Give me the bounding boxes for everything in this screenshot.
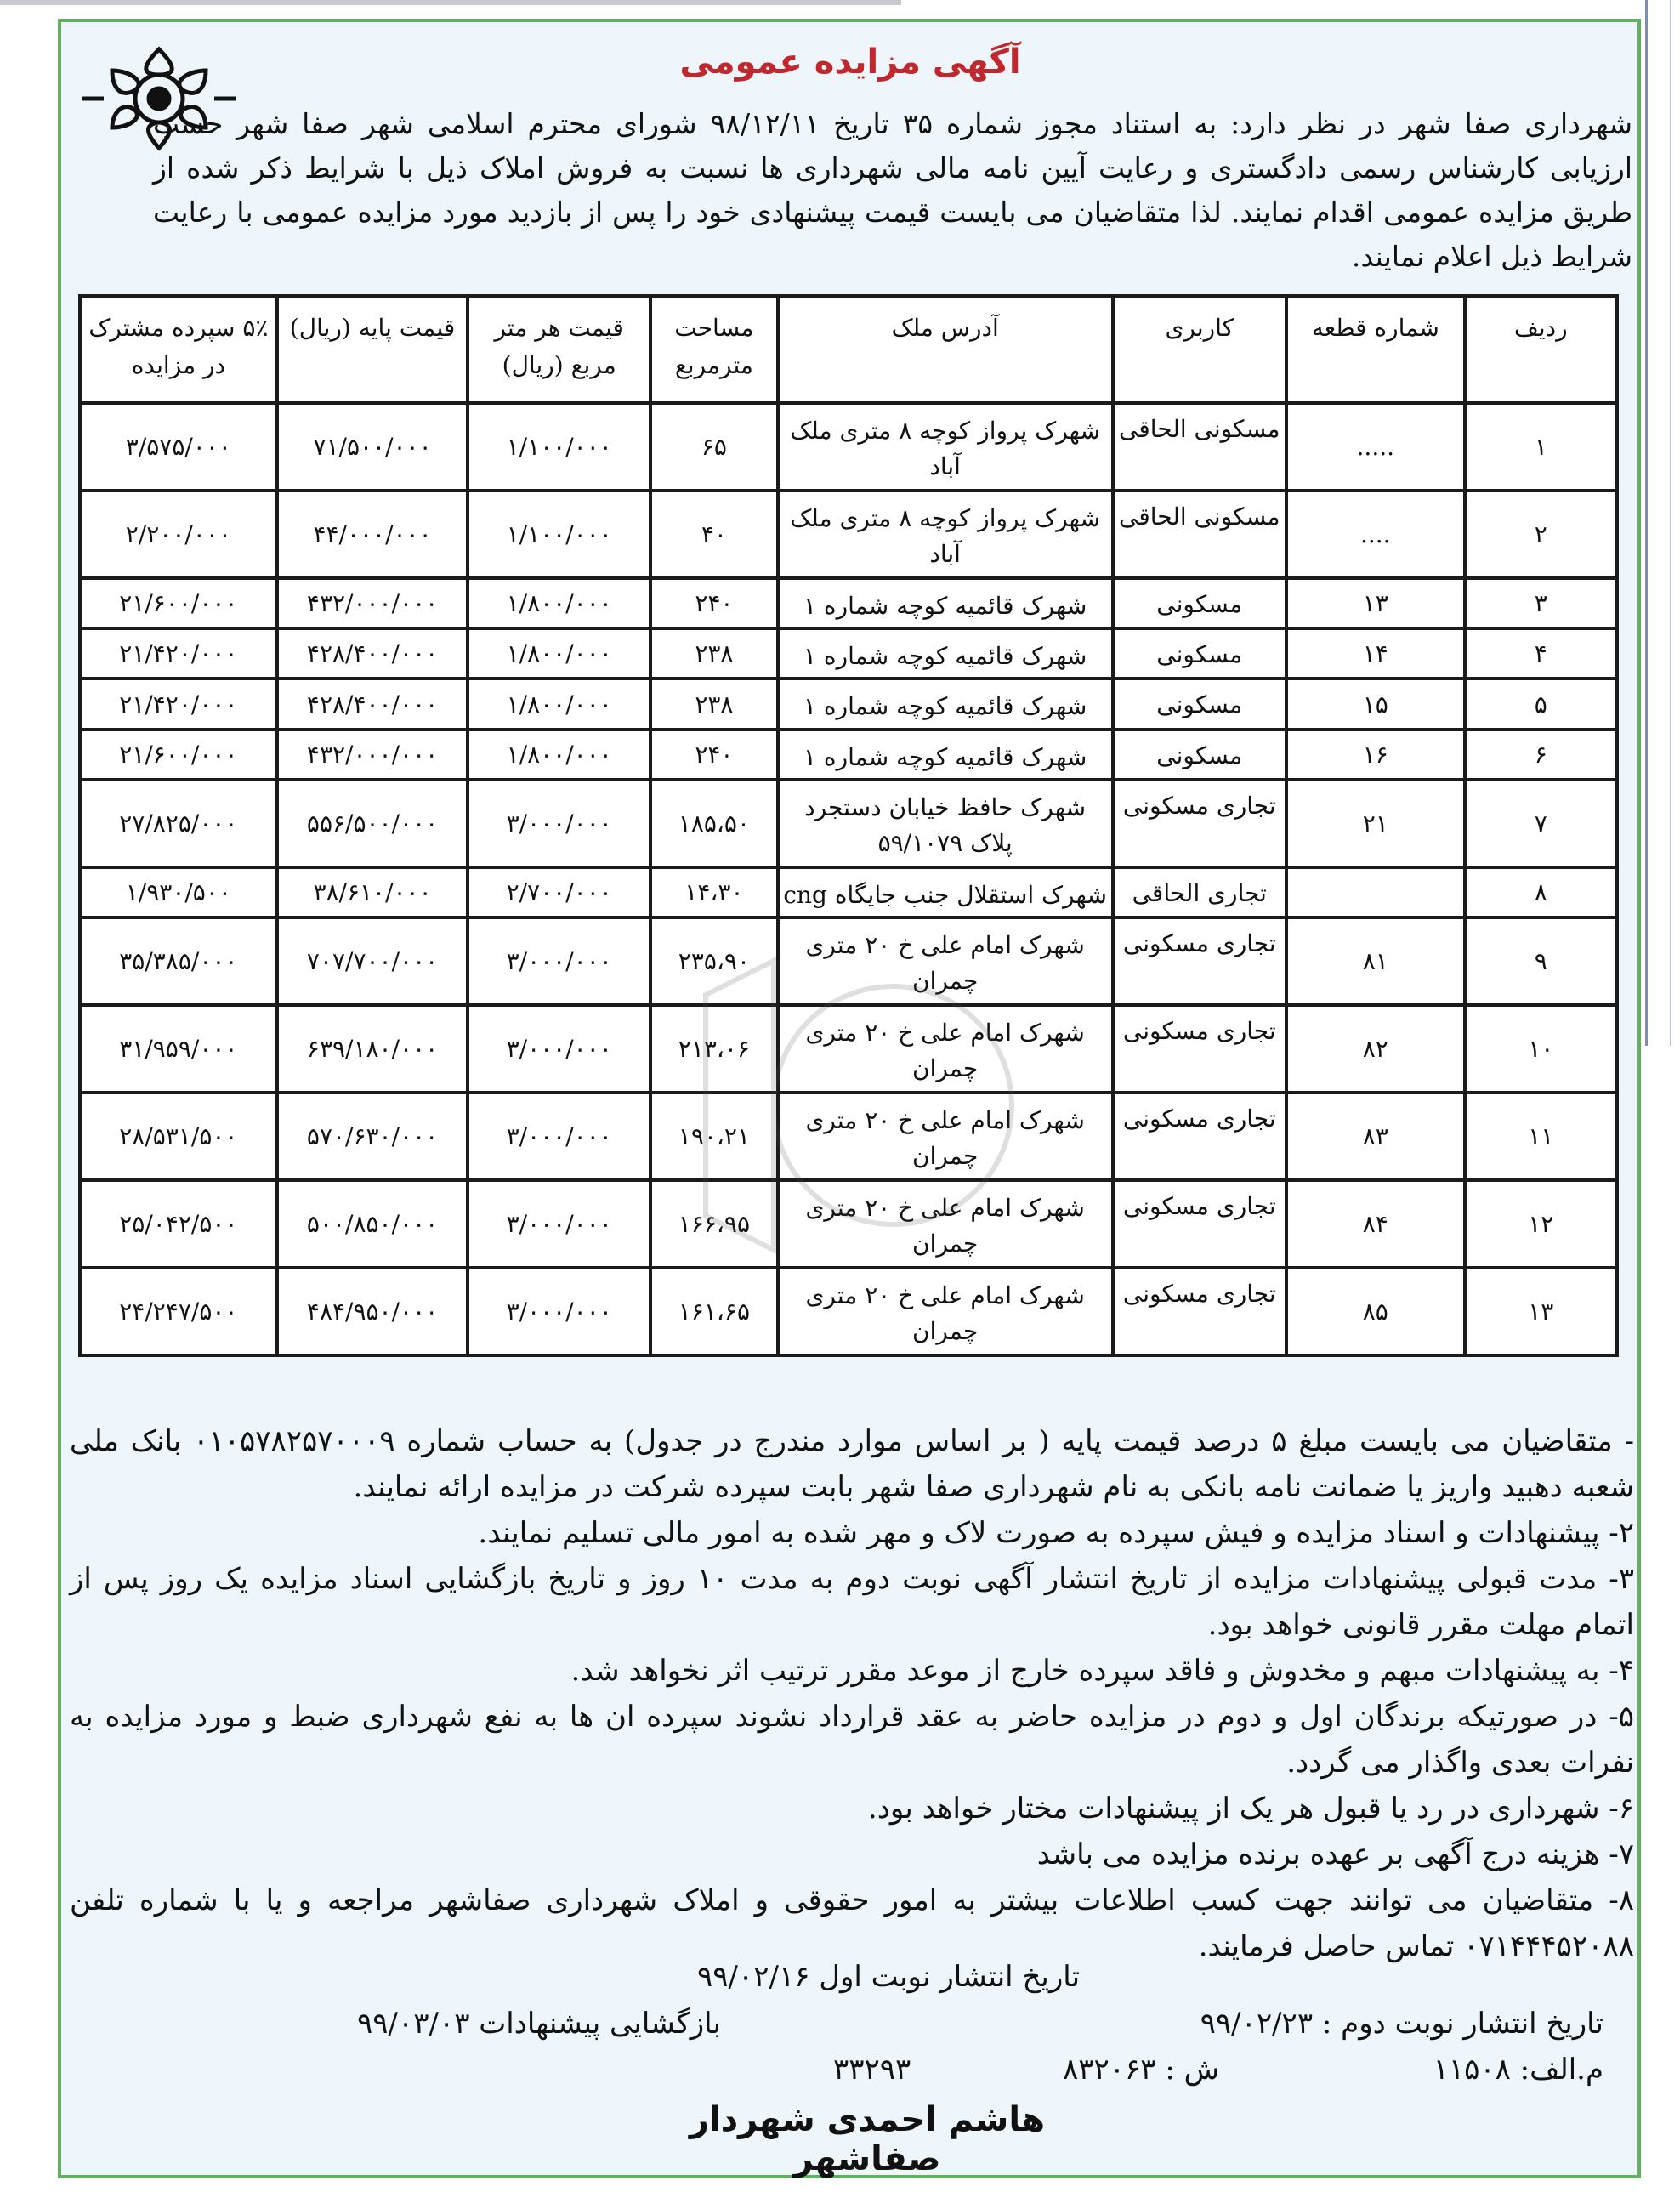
- cell-deposit: ۲۱/۴۲۰/۰۰۰: [80, 679, 277, 729]
- condition-6: ۶- شهرداری در رد یا قبول هر یک از پیشنهادات مختار خواهد بود.: [867, 1792, 1634, 1826]
- cell-area: ۱۴،۳۰: [650, 867, 778, 917]
- cell-address: شهرک امام علی خ ۲۰ متری چمران: [778, 1005, 1113, 1093]
- code-number: ۳۳۲۹۳: [833, 2053, 911, 2087]
- table-row: [80, 867, 1617, 917]
- cell-price-per-m2: ۲/۷۰۰/۰۰۰: [468, 867, 650, 917]
- cell-deposit: ۲۱/۶۰۰/۰۰۰: [80, 730, 277, 780]
- table-row: [80, 403, 1617, 491]
- cell-deposit: ۱/۹۳۰/۵۰۰: [80, 867, 277, 917]
- cell-base-price: ۷۰۷/۷۰۰/۰۰۰: [277, 917, 468, 1005]
- condition-7: ۷- هزینه درج آگهی بر عهده برنده مزایده می باشد: [1036, 1837, 1634, 1871]
- auction-table: [78, 294, 1619, 1357]
- cell-use: تجاری مسکونی: [1113, 1268, 1287, 1355]
- cell-use: مسکونی: [1113, 679, 1287, 729]
- page-edge-line-2: [1670, 0, 1671, 1046]
- opening-date: بازگشایی پیشنهادات ۹۹/۰۳/۰۳: [357, 2007, 721, 2041]
- cell-row: ۱۰: [1465, 1005, 1618, 1093]
- cell-use: تجاری مسکونی: [1113, 917, 1287, 1005]
- cell-plot: ۸۳: [1286, 1093, 1464, 1180]
- cell-plot: ۱۳: [1286, 578, 1464, 628]
- table-row: [80, 1093, 1617, 1180]
- table-row: [80, 1268, 1617, 1355]
- cell-row: ۱۳: [1465, 1268, 1618, 1355]
- table-row: [80, 491, 1617, 578]
- cell-base-price: ۴۳۲/۰۰۰/۰۰۰: [277, 730, 468, 780]
- cell-address: شهرک امام علی خ ۲۰ متری چمران: [778, 1180, 1113, 1268]
- sh-number: ش : ۸۳۲۰۶۳: [1063, 2053, 1220, 2087]
- header-row-number: ردیف: [1465, 296, 1618, 403]
- cell-area: ۱۹۰،۲۱: [650, 1093, 778, 1180]
- header-address: آدرس ملک: [778, 296, 1113, 403]
- cell-price-per-m2: ۱/۱۰۰/۰۰۰: [468, 403, 650, 491]
- cell-plot: ۲۱: [1286, 780, 1464, 867]
- cell-plot: .....: [1286, 403, 1464, 491]
- cell-price-per-m2: ۳/۰۰۰/۰۰۰: [468, 1268, 650, 1355]
- cell-area: ۲۴۰: [650, 730, 778, 780]
- cell-base-price: ۴۴/۰۰۰/۰۰۰: [277, 491, 468, 578]
- header-area: مساحت مترمربع: [650, 296, 778, 403]
- header-price-per-m2: قیمت هر متر مربع (ریال): [468, 296, 650, 403]
- cell-price-per-m2: ۱/۸۰۰/۰۰۰: [468, 730, 650, 780]
- cell-deposit: ۲۷/۸۲۵/۰۰۰: [80, 780, 277, 867]
- cell-use: تجاری مسکونی: [1113, 1180, 1287, 1268]
- table-row: [80, 578, 1617, 628]
- table-row: [80, 1005, 1617, 1093]
- cell-address: شهرک حافظ خیابان دستجرد پلاک ۵۹/۱۰۷۹: [778, 780, 1113, 867]
- cell-deposit: ۳۱/۹۵۹/۰۰۰: [80, 1005, 277, 1093]
- cell-row: ۸: [1465, 867, 1618, 917]
- cell-deposit: ۳/۵۷۵/۰۰۰: [80, 403, 277, 491]
- cell-plot: ۸۵: [1286, 1268, 1464, 1355]
- table-row: [80, 730, 1617, 780]
- top-strip: [0, 0, 901, 5]
- cell-base-price: ۴۳۲/۰۰۰/۰۰۰: [277, 578, 468, 628]
- cell-plot: ۸۴: [1286, 1180, 1464, 1268]
- cell-address: شهرک امام علی خ ۲۰ متری چمران: [778, 1093, 1113, 1180]
- cell-use: مسکونی الحاقی: [1113, 491, 1287, 578]
- notice-title: آگهی مزایده عمومی: [679, 43, 1021, 82]
- table-row: [80, 628, 1617, 679]
- cell-deposit: ۲۱/۴۲۰/۰۰۰: [80, 628, 277, 679]
- cell-base-price: ۵۵۶/۵۰۰/۰۰۰: [277, 780, 468, 867]
- cell-base-price: ۵۰۰/۸۵۰/۰۰۰: [277, 1180, 468, 1268]
- cell-row: ۱: [1465, 403, 1618, 491]
- cell-row: ۹: [1465, 917, 1618, 1005]
- table-header-row: [80, 296, 1617, 403]
- cell-area: ۶۵: [650, 403, 778, 491]
- cell-use: تجاری مسکونی: [1113, 1093, 1287, 1180]
- cell-row: ۷: [1465, 780, 1618, 867]
- table-row: [80, 1180, 1617, 1268]
- table-row: [80, 780, 1617, 867]
- cell-use: مسکونی: [1113, 730, 1287, 780]
- conditions-section: [70, 1418, 1634, 1969]
- cell-price-per-m2: ۳/۰۰۰/۰۰۰: [468, 917, 650, 1005]
- cell-plot: ۱۶: [1286, 730, 1464, 780]
- header-use: کاربری: [1113, 296, 1287, 403]
- cell-area: ۲۱۳،۰۶: [650, 1005, 778, 1093]
- cell-price-per-m2: ۱/۱۰۰/۰۰۰: [468, 491, 650, 578]
- cell-deposit: ۲۴/۲۴۷/۵۰۰: [80, 1268, 277, 1355]
- cell-address: شهرک قائمیه کوچه شماره ۱: [778, 578, 1113, 628]
- table-row: [80, 917, 1617, 1005]
- cell-plot: ۸۲: [1286, 1005, 1464, 1093]
- page-edge-line: [1645, 0, 1648, 1046]
- condition-5: ۵- در صورتیکه برندگان اول و دوم در مزایده حاضر به عقد قرارداد نشوند سپرده ان ها به نفع شهرداری ضبط و مورد مزایده به نفرات بعدی واگذار می گردد.: [70, 1700, 1634, 1780]
- cell-area: ۲۳۵،۹۰: [650, 917, 778, 1005]
- cell-deposit: ۲۱/۶۰۰/۰۰۰: [80, 578, 277, 628]
- cell-address: شهرک استقلال جنب جایگاه cng: [778, 867, 1113, 917]
- cell-address: شهرک قائمیه کوچه شماره ۱: [778, 730, 1113, 780]
- cell-price-per-m2: ۱/۸۰۰/۰۰۰: [468, 578, 650, 628]
- cell-base-price: ۳۸/۶۱۰/۰۰۰: [277, 867, 468, 917]
- cell-base-price: ۴۲۸/۴۰۰/۰۰۰: [277, 628, 468, 679]
- condition-8: ۸- متقاضیان می توانند جهت کسب اطلاعات بیشتر به امور حقوقی و املاک شهرداری صفاشهر مراجعه و یا با شماره تلفن ۰۷۱۴۴۴۵۲۰۸۸ تماس حاصل فرمایند.: [70, 1883, 1634, 1963]
- cell-base-price: ۵۷۰/۶۳۰/۰۰۰: [277, 1093, 468, 1180]
- cell-address: شهرک امام علی خ ۲۰ متری چمران: [778, 917, 1113, 1005]
- cell-price-per-m2: ۱/۸۰۰/۰۰۰: [468, 679, 650, 729]
- cell-price-per-m2: ۳/۰۰۰/۰۰۰: [468, 1005, 650, 1093]
- cell-row: ۵: [1465, 679, 1618, 729]
- cell-use: تجاری الحاقی: [1113, 867, 1287, 917]
- cell-address: شهرک پرواز کوچه ۸ متری ملک آباد: [778, 403, 1113, 491]
- cell-use: مسکونی: [1113, 628, 1287, 679]
- cell-area: ۱۶۶،۹۵: [650, 1180, 778, 1268]
- cell-area: ۱۸۵،۵۰: [650, 780, 778, 867]
- cell-price-per-m2: ۳/۰۰۰/۰۰۰: [468, 780, 650, 867]
- cell-area: ۱۶۱،۶۵: [650, 1268, 778, 1355]
- cell-base-price: ۶۳۹/۱۸۰/۰۰۰: [277, 1005, 468, 1093]
- cell-address: شهرک قائمیه کوچه شماره ۱: [778, 679, 1113, 729]
- cell-base-price: ۷۱/۵۰۰/۰۰۰: [277, 403, 468, 491]
- cell-use: تجاری مسکونی: [1113, 780, 1287, 867]
- cell-use: مسکونی الحاقی: [1113, 403, 1287, 491]
- cell-row: ۳: [1465, 578, 1618, 628]
- cell-row: ۲: [1465, 491, 1618, 578]
- cell-row: ۶: [1465, 730, 1618, 780]
- first-publish-date: تاریخ انتشار نوبت اول ۹۹/۰۲/۱۶: [697, 1960, 1081, 1994]
- cell-address: شهرک قائمیه کوچه شماره ۱: [778, 628, 1113, 679]
- cell-address: شهرک امام علی خ ۲۰ متری چمران: [778, 1268, 1113, 1355]
- cell-base-price: ۴۸۴/۹۵۰/۰۰۰: [277, 1268, 468, 1355]
- condition-4: ۴- به پیشنهادات مبهم و مخدوش و فاقد سپرده خارج از موعد مقرر ترتیب اثر نخواهد شد.: [570, 1654, 1634, 1688]
- signature-line: هاشم احمدی شهردار صفاشهر: [689, 2100, 1046, 2178]
- cell-price-per-m2: ۳/۰۰۰/۰۰۰: [468, 1093, 650, 1180]
- cell-base-price: ۴۲۸/۴۰۰/۰۰۰: [277, 679, 468, 729]
- cell-plot: [1286, 867, 1464, 917]
- cell-price-per-m2: ۱/۸۰۰/۰۰۰: [468, 628, 650, 679]
- cell-area: ۲۳۸: [650, 679, 778, 729]
- condition-2: ۲- پیشنهادات و اسناد مزایده و فیش سپرده به صورت لاک و مهر شده به امور مالی تسلیم نمایند.: [478, 1516, 1634, 1550]
- cell-row: ۴: [1465, 628, 1618, 679]
- cell-plot: ۱۴: [1286, 628, 1464, 679]
- cell-deposit: ۳۵/۳۸۵/۰۰۰: [80, 917, 277, 1005]
- second-publish-date: تاریخ انتشار نوبت دوم : ۹۹/۰۲/۲۳: [1200, 2007, 1603, 2041]
- cell-plot: ۱۵: [1286, 679, 1464, 729]
- condition-1: - متقاضیان می بایست مبلغ ۵ درصد قیمت پایه ( بر اساس موارد مندرج در جدول) به حساب شماره ۰۱۰۵۷۸۲۵۷۰۰۰۹ بانک ملی شعبه دهبید واریز یا ضمانت نامه بانکی به نام شهرداری صفا شهر بابت سپرده شرکت در مزایده ارائه نمایند.: [70, 1424, 1635, 1504]
- cell-area: ۲۴۰: [650, 578, 778, 628]
- header-deposit: ۵٪ سپرده مشترک در مزایده: [80, 296, 277, 403]
- cell-plot: ۸۱: [1286, 917, 1464, 1005]
- ma-alef-number: م.الف: ۱۱۵۰۸: [1433, 2053, 1603, 2087]
- cell-deposit: ۲۵/۰۴۲/۵۰۰: [80, 1180, 277, 1268]
- cell-use: مسکونی: [1113, 578, 1287, 628]
- cell-use: تجاری مسکونی: [1113, 1005, 1287, 1093]
- cell-deposit: ۲/۲۰۰/۰۰۰: [80, 491, 277, 578]
- cell-price-per-m2: ۳/۰۰۰/۰۰۰: [468, 1180, 650, 1268]
- cell-area: ۴۰: [650, 491, 778, 578]
- cell-row: ۱۲: [1465, 1180, 1618, 1268]
- table-row: [80, 679, 1617, 729]
- header-plot-number: شماره قطعه: [1286, 296, 1464, 403]
- condition-3: ۳- مدت قبولی پیشنهادات مزایده از تاریخ انتشار آگهی نوبت دوم به مدت ۱۰ روز و تاریخ بازگشایی اسناد مزایده یک روز پس از اتمام مهلت مقرر قانونی خواهد بود.: [70, 1562, 1634, 1642]
- intro-paragraph: شهرداری صفا شهر در نظر دارد: به استناد مجوز شماره ۳۵ تاریخ ۹۸/۱۲/۱۱ شورای محترم اسلامی شهر صفا شهر حسب ارزیابی کارشناس رسمی دادگستری و رعایت آیین نامه مالی شهرداری ها نسبت به فروش املاک ذیل با شرایط ذکر شده از طریق مزایده عمومی اقدام نمایند. لذا متقاضیان می بایست قیمت پیشنهادی خود را پس از بازدید مورد مزایده عمومی با رعایت شرایط ذیل اعلام نمایند.: [153, 107, 1632, 273]
- header-base-price: قیمت پایه (ریال): [277, 296, 468, 403]
- cell-plot: ....: [1286, 491, 1464, 578]
- cell-deposit: ۲۸/۵۳۱/۵۰۰: [80, 1093, 277, 1180]
- cell-row: ۱۱: [1465, 1093, 1618, 1180]
- cell-area: ۲۳۸: [650, 628, 778, 679]
- cell-address: شهرک پرواز کوچه ۸ متری ملک آباد: [778, 491, 1113, 578]
